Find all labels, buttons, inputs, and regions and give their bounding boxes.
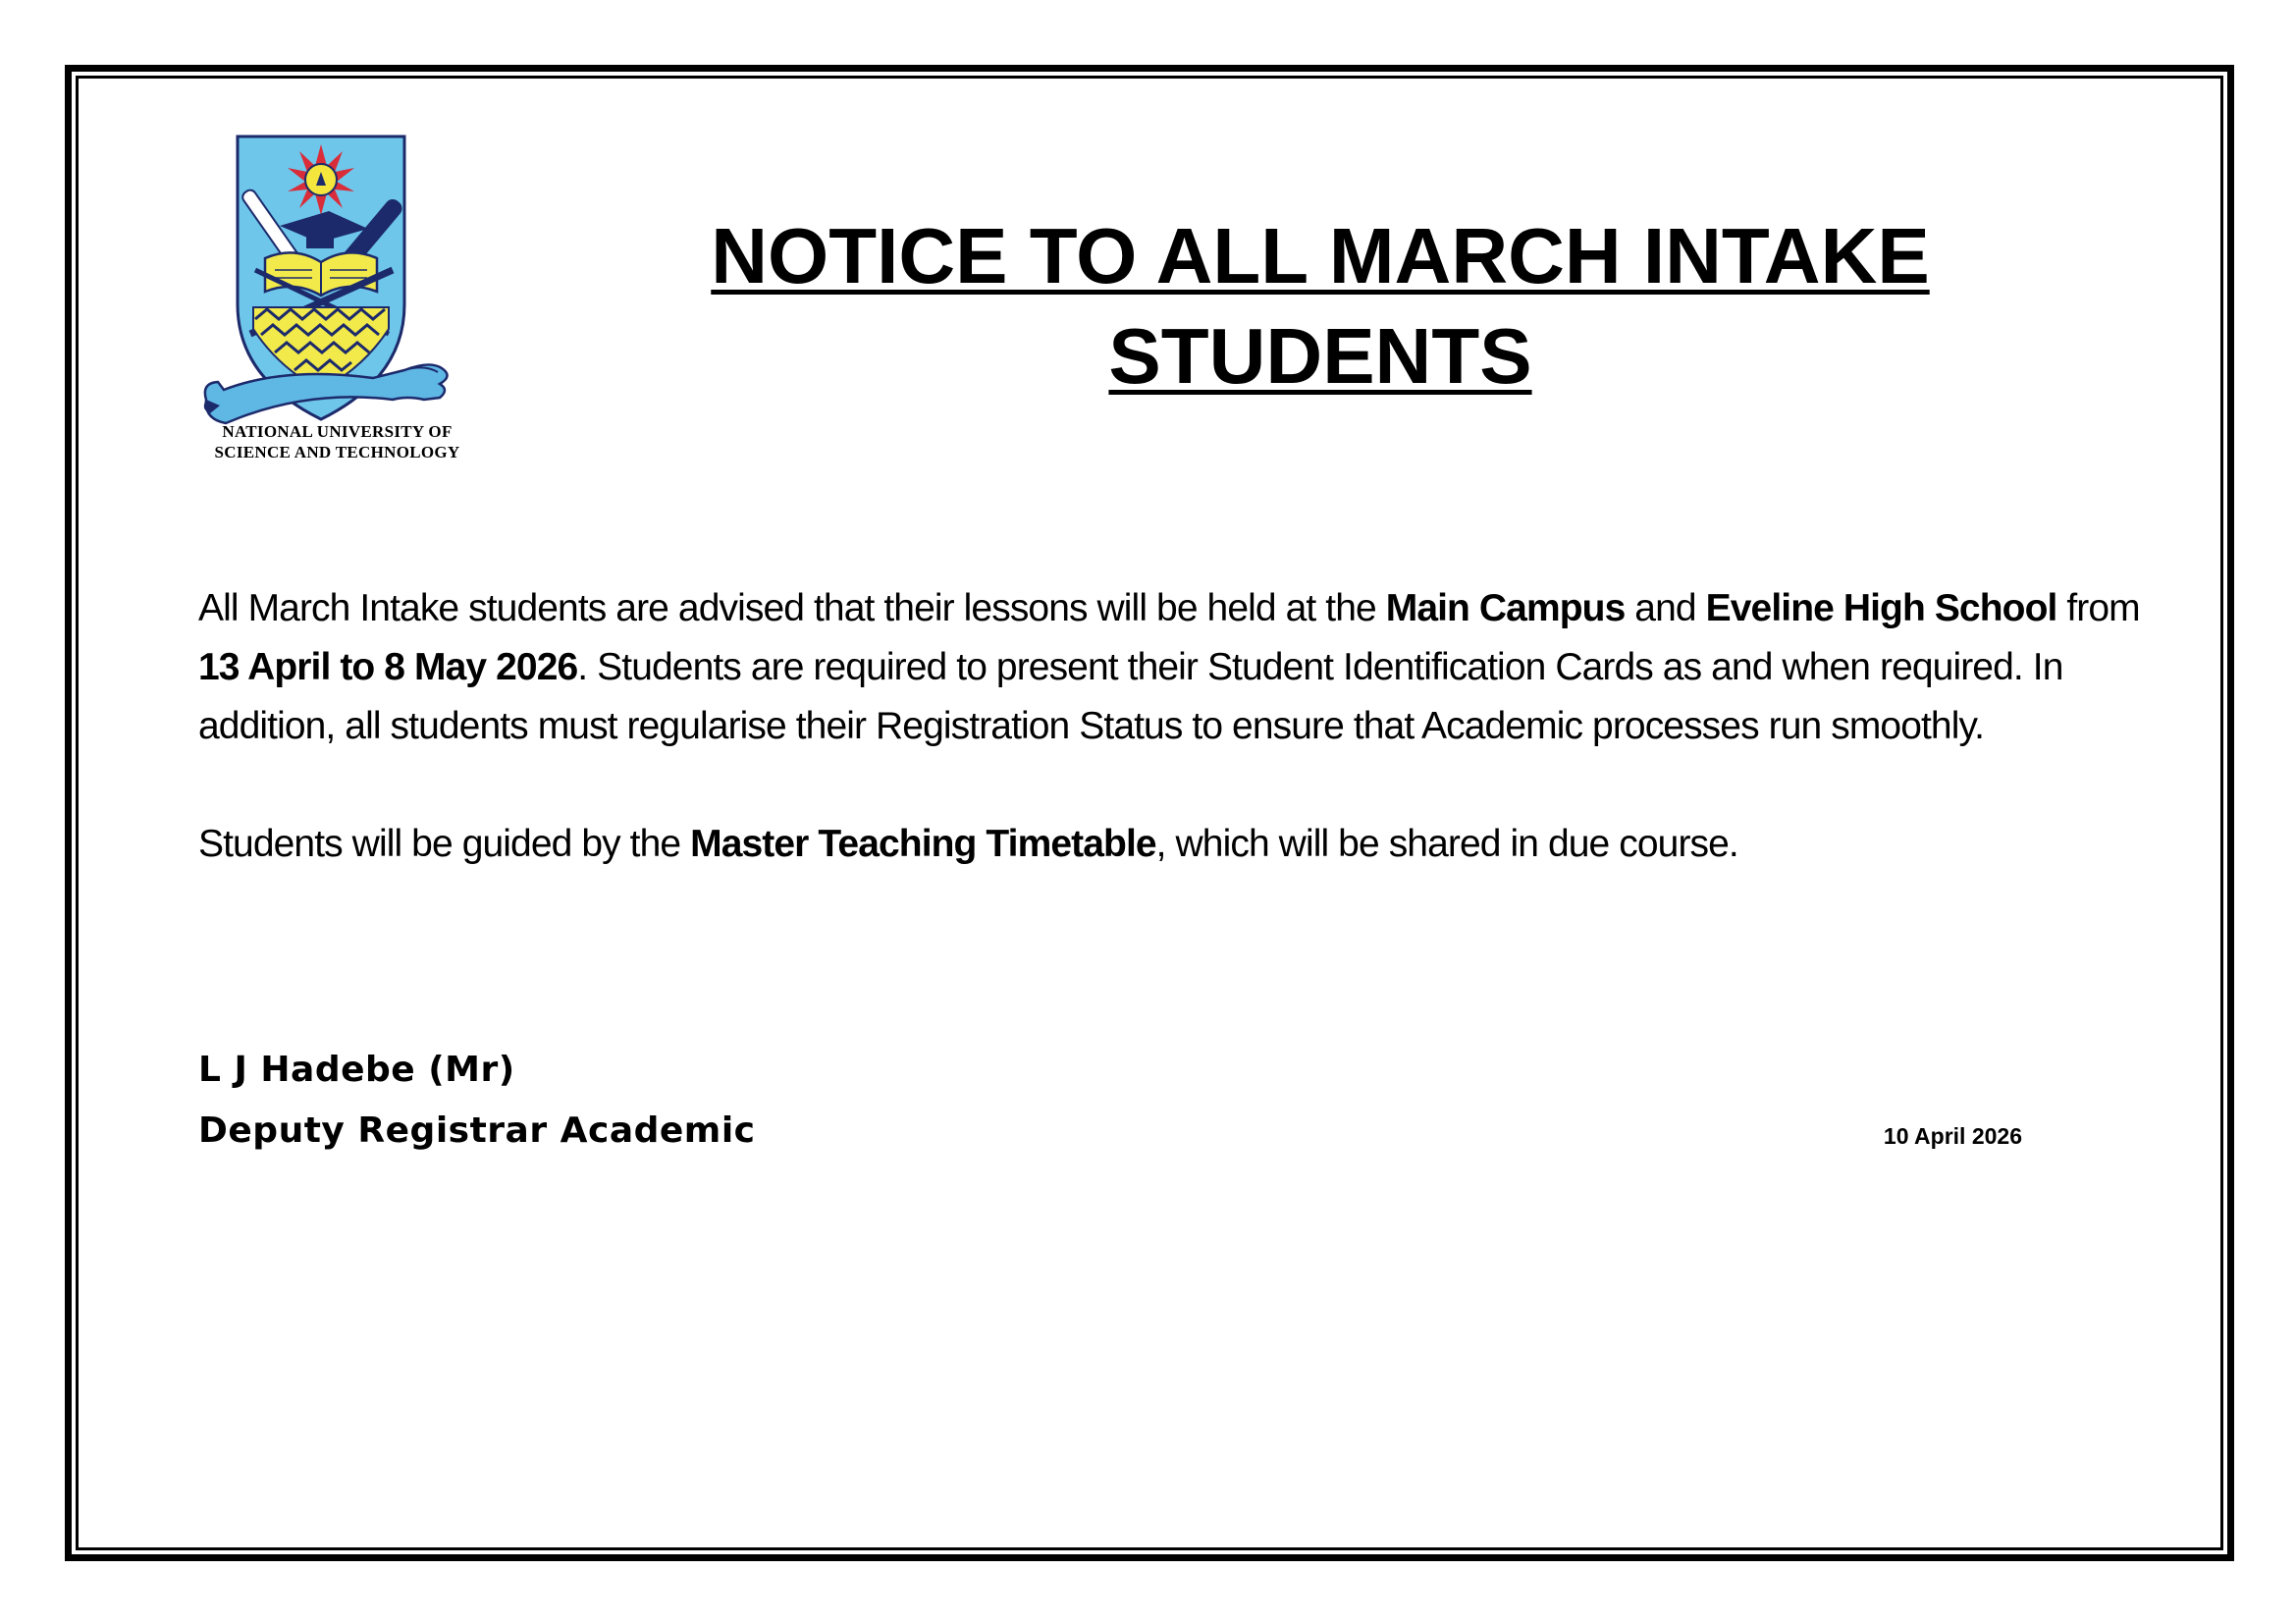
- p2-text-2: , which will be shared in due course.: [1155, 823, 1738, 865]
- notice-paragraph-2: [198, 815, 2142, 874]
- notice-title-line2: STUDENTS: [1108, 312, 1532, 400]
- p2-bold-timetable: Master Teaching Timetable: [690, 823, 1156, 865]
- university-crest-icon: [196, 133, 476, 466]
- notice-title-line1: NOTICE TO ALL MARCH INTAKE: [711, 212, 1930, 299]
- notice-title: [628, 206, 2012, 406]
- university-name: [192, 421, 482, 462]
- p1-bold-main-campus: Main Campus: [1385, 587, 1626, 629]
- university-name-line1: NATIONAL UNIVERSITY OF: [222, 422, 453, 441]
- p2-text-1: Students will be guided by the: [198, 823, 691, 865]
- p1-text-3: from: [2056, 587, 2140, 629]
- university-name-line2: SCIENCE AND TECHNOLOGY: [214, 443, 460, 461]
- notice-date: 10 April 2026: [1883, 1123, 2022, 1149]
- p1-text-1: All March Intake students are advised that their lessons will be held at the: [198, 587, 1386, 629]
- p1-text-2: and: [1625, 587, 1706, 629]
- p1-bold-dates: 13 April to 8 May 2026: [198, 646, 578, 688]
- notice-paragraph-1: [198, 579, 2142, 756]
- p1-bold-eveline: Eveline High School: [1705, 587, 2057, 629]
- signatory-title: Deputy Registrar Academic: [198, 1110, 756, 1151]
- signatory-name: L J Hadebe (Mr): [198, 1050, 515, 1090]
- p1-text-4: . Students are required to present their Student Identification Cards as and when required. In addition, all students must regularise their Registration Status to ensure that Academic processes run smoothly.: [198, 646, 2063, 747]
